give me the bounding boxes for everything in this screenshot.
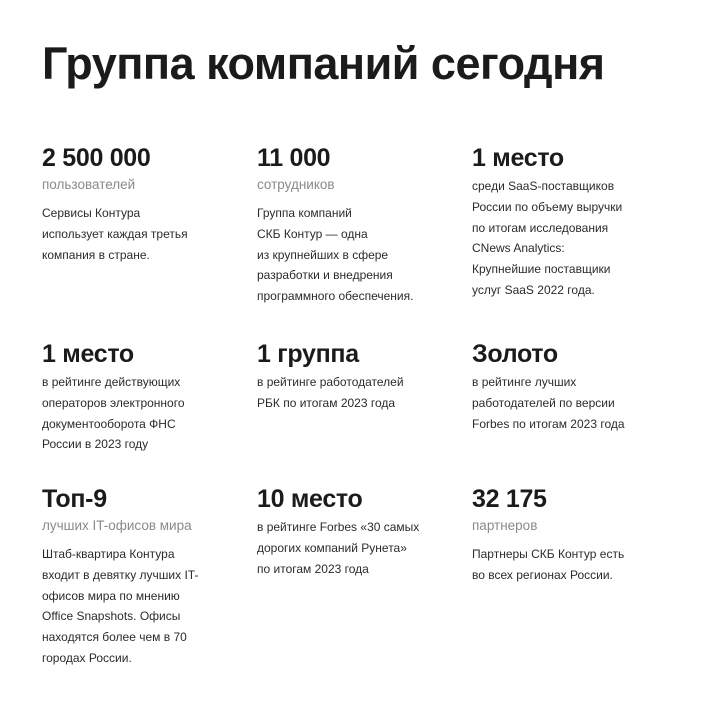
stat-card-users [42,143,252,265]
stat-description: Сервисы Контура использует каждая третья компания в стране. [42,206,188,262]
stat-card-employees [257,143,467,307]
stat-card-top-offices [42,484,252,669]
stat-card-partners [472,484,682,586]
stat-value: 1 место [472,144,564,172]
stat-card-edo-rank [42,339,252,455]
stat-label: партнеров [472,518,538,533]
stat-label: лучших IT-офисов мира [42,518,192,533]
stat-description: Партнеры СКБ Контур есть во всех регионах России. [472,547,625,582]
stat-description: среди SaaS-поставщиков России по объему выручки по итогам исследования CNews Analytics: Крупнейшие поставщики услуг SaaS 2022 года. [472,179,623,297]
stat-description: в рейтинге действующих операторов электронного документооборота ФНС России в 2023 году [42,375,185,452]
stat-card-rbk-rank [257,339,467,414]
stat-value: 1 место [42,340,134,368]
stat-description: в рейтинге лучших работодателей по версии Forbes по итогам 2023 года [472,375,625,431]
stat-card-saas-rank [472,143,682,301]
stat-label: сотрудников [257,177,335,192]
stat-value: Золото [472,340,558,368]
stat-description: Штаб-квартира Контура входит в девятку лучших IT- офисов мира по мнению Office Snapshots. Офисы находятся более чем в 70 городах России. [42,547,199,665]
stat-value: 32 175 [472,485,547,513]
stat-value: 11 000 [257,144,331,172]
stat-card-forbes-runet [257,484,467,579]
stat-card-forbes-gold [472,339,682,434]
stat-description: Группа компаний СКБ Контур — одна из крупнейших в сфере разработки и внедрения программного обеспечения. [257,206,414,304]
page-title: Группа компаний сегодня [42,38,605,89]
stat-description: в рейтинге работодателей РБК по итогам 2023 года [257,375,404,410]
stat-value: 10 место [257,485,363,513]
stat-value: 1 группа [257,340,359,368]
stat-description: в рейтинге Forbes «30 самых дорогих компаний Рунета» по итогам 2023 года [257,520,420,576]
stat-value: Топ-9 [42,485,107,513]
stat-value: 2 500 000 [42,144,151,172]
stat-label: пользователей [42,177,136,192]
